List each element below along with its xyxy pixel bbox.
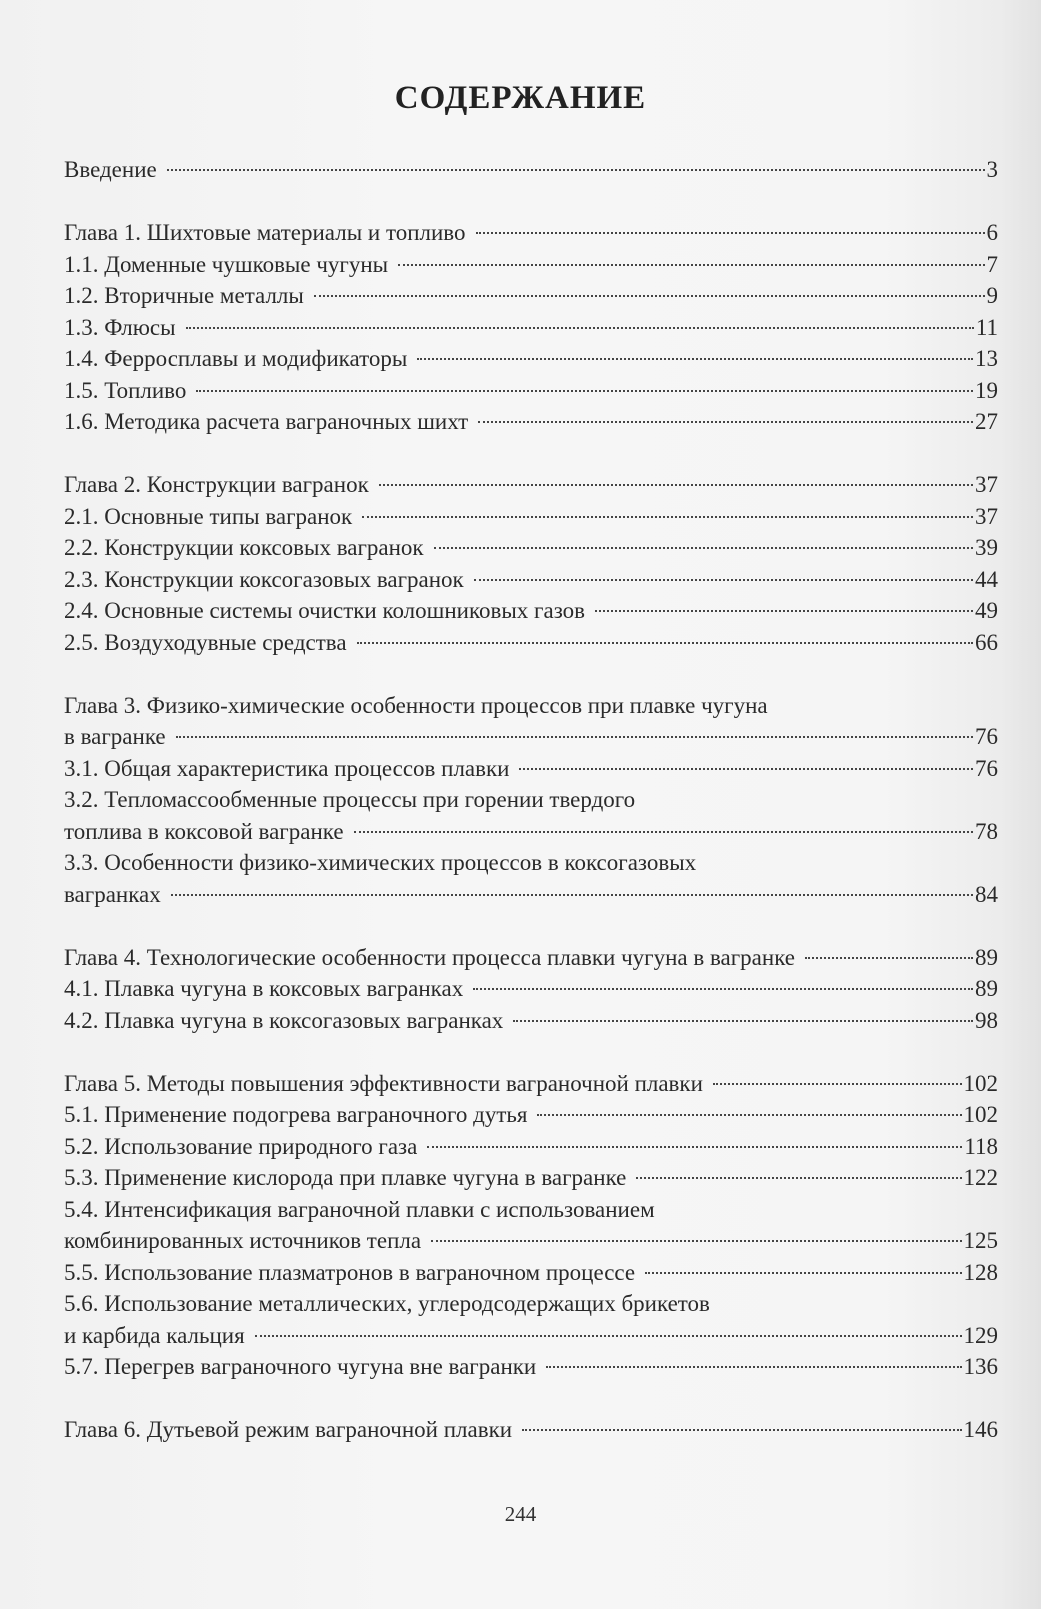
section-gap [64, 1383, 998, 1415]
toc-entry-page: 44 [975, 566, 998, 592]
toc-entry-page: 146 [963, 1417, 998, 1442]
toc-entry [64, 973, 998, 1005]
toc-entry-title: 1.2. Вторичные металлы [64, 283, 304, 308]
toc-entry [64, 532, 998, 564]
toc-entry-page: 49 [975, 598, 998, 623]
toc-entry-page: 7 [986, 251, 998, 277]
section-gap [64, 910, 998, 942]
toc-entry-page: 76 [975, 724, 998, 749]
toc-entry [64, 375, 998, 407]
dot-leader [474, 578, 973, 581]
table-of-contents [64, 154, 998, 1446]
toc-entry-title: 5.3. Применение кислорода при плавке чугуна в вагранке [64, 1165, 627, 1190]
dot-leader [519, 767, 973, 770]
toc-entry [64, 721, 998, 753]
toc-entry-page: 84 [975, 881, 998, 907]
toc-entry [64, 627, 998, 659]
dot-leader [167, 168, 985, 171]
toc-entry [64, 879, 998, 911]
toc-entry-page: 98 [975, 1007, 998, 1033]
toc-entry [64, 1257, 998, 1289]
dot-leader [537, 1113, 961, 1116]
toc-entry-page: 76 [975, 755, 998, 781]
page-title: СОДЕРЖАНИЕ [394, 80, 647, 116]
toc-entry-page: 129 [963, 1322, 998, 1348]
toc-entry [64, 847, 998, 879]
toc-entry-title: в вагранке [64, 724, 166, 749]
dot-leader [314, 294, 985, 297]
toc-entry-title: 2.1. Основные типы вагранок [64, 503, 353, 529]
toc-entry-title: Глава 5. Методы повышения эффективности ваграночной плавки [64, 1070, 703, 1096]
toc-entry-title: Глава 2. Конструкции вагранок [64, 472, 369, 497]
toc-entry [64, 1005, 998, 1037]
toc-entry [64, 1194, 998, 1226]
dot-leader [171, 893, 973, 896]
toc-entry-title: и карбида кальция [64, 1322, 245, 1348]
toc-entry-page: 89 [975, 944, 998, 970]
toc-entry [64, 312, 998, 344]
dot-leader [522, 1428, 961, 1431]
toc-entry-title: топлива в коксовой вагранке [64, 818, 344, 844]
toc-entry-page: 128 [963, 1259, 998, 1285]
toc-entry-page: 13 [975, 346, 998, 371]
section-gap [64, 438, 998, 470]
dot-leader [595, 609, 973, 612]
toc-entry-title: 2.4. Основные системы очистки колошниковых газов [64, 598, 586, 623]
dot-leader [417, 357, 973, 360]
dot-leader [713, 1082, 962, 1085]
toc-entry-page: 118 [964, 1133, 998, 1159]
dot-leader [176, 735, 973, 738]
toc-entry [64, 942, 998, 974]
toc-entry-page: 37 [975, 503, 998, 529]
toc-entry-title: 2.5. Воздуходувные средства [64, 629, 347, 655]
toc-entry-title: 5.5. Использование плазматронов в ваграночном процессе [64, 1259, 636, 1285]
toc-entry [64, 1320, 998, 1352]
toc-entry [64, 753, 998, 785]
dot-leader [431, 1239, 961, 1242]
toc-entry [64, 1131, 998, 1163]
toc-entry-page: 122 [963, 1165, 998, 1190]
toc-entry-page: 66 [975, 629, 998, 655]
toc-entry-page: 9 [986, 283, 998, 308]
dot-leader [357, 641, 973, 644]
toc-entry-page: 78 [975, 818, 998, 844]
toc-entry [64, 249, 998, 281]
dot-leader [513, 1019, 973, 1022]
toc-entry [64, 501, 998, 533]
toc-entry [64, 595, 998, 627]
toc-entry-title: 5.2. Использование природного газа [64, 1133, 418, 1159]
dot-leader [186, 326, 974, 329]
toc-entry [64, 1068, 998, 1100]
dot-leader [362, 515, 973, 518]
dot-leader [476, 231, 985, 234]
dot-leader [354, 830, 973, 833]
toc-entry-title: 5.1. Применение подогрева ваграночного дутья [64, 1102, 528, 1127]
toc-entry-page: 136 [963, 1354, 998, 1379]
toc-entry-title: 3.1. Общая характеристика процессов плавки [64, 755, 510, 781]
dot-leader [546, 1365, 961, 1368]
toc-entry-title: 3.3. Особенности физико-химических процессов в коксогазовых [64, 850, 697, 875]
toc-entry-title: Глава 3. Физико-химические особенности процессов при плавке чугуна [64, 692, 768, 718]
toc-entry-page: 27 [975, 409, 998, 434]
toc-entry-title: вагранках [64, 881, 161, 907]
toc-entry-title: Введение [64, 157, 157, 182]
toc-entry [64, 154, 998, 186]
toc-entry-title: 1.1. Доменные чушковые чугуны [64, 251, 389, 277]
toc-entry-page: 125 [963, 1228, 998, 1253]
toc-entry-page: 102 [963, 1070, 998, 1096]
dot-leader [196, 389, 973, 392]
toc-entry-title: 1.3. Флюсы [64, 314, 176, 340]
toc-entry [64, 1225, 998, 1257]
section-gap [64, 1036, 998, 1068]
dot-leader [379, 483, 973, 486]
toc-entry-title: Глава 1. Шихтовые материалы и топливо [64, 220, 466, 245]
toc-entry-title: 1.6. Методика расчета ваграночных шихт [64, 409, 469, 434]
toc-entry-title: 2.2. Конструкции коксовых вагранок [64, 535, 424, 560]
toc-entry-title: Глава 6. Дутьевой режим ваграночной плавки [64, 1417, 513, 1442]
toc-entry-page: 11 [975, 314, 998, 340]
toc-entry-title: 4.2. Плавка чугуна в коксогазовых вагранках [64, 1007, 504, 1033]
toc-entry-title: 5.7. Перегрев ваграночного чугуна вне вагранки [64, 1354, 537, 1379]
toc-entry-title: 5.6. Использование металлических, углеродсодержащих брикетов [64, 1291, 710, 1316]
toc-entry-title: 2.3. Конструкции коксогазовых вагранок [64, 566, 464, 592]
toc-entry-title: 4.1. Плавка чугуна в коксовых вагранках [64, 976, 464, 1001]
dot-leader [636, 1176, 961, 1179]
dot-leader [473, 987, 973, 990]
toc-entry [64, 564, 998, 596]
section-gap [64, 186, 998, 218]
page-number: 244 [504, 1502, 537, 1526]
dot-leader [478, 420, 973, 423]
toc-entry [64, 1099, 998, 1131]
toc-entry-page: 3 [986, 157, 998, 182]
toc-entry-page: 37 [975, 472, 998, 497]
dot-leader [398, 263, 984, 266]
toc-entry-page: 6 [986, 220, 998, 245]
toc-entry [64, 690, 998, 722]
toc-entry [64, 1288, 998, 1320]
toc-entry [64, 406, 998, 438]
toc-entry [64, 217, 998, 249]
toc-entry [64, 1162, 998, 1194]
dot-leader [255, 1334, 962, 1337]
dot-leader [434, 546, 973, 549]
section-gap [64, 658, 998, 690]
toc-entry-title: 1.4. Ферросплавы и модификаторы [64, 346, 408, 371]
dot-leader [645, 1271, 961, 1274]
toc-entry-page: 89 [975, 976, 998, 1001]
toc-entry [64, 1414, 998, 1446]
toc-entry [64, 784, 998, 816]
toc-entry-page: 102 [963, 1102, 998, 1127]
toc-entry [64, 343, 998, 375]
toc-entry-title: 1.5. Топливо [64, 377, 187, 403]
toc-entry [64, 1351, 998, 1383]
toc-entry-title: 5.4. Интенсификация ваграночной плавки с использованием [64, 1196, 655, 1222]
toc-entry-title: Глава 4. Технологические особенности процесса плавки чугуна в вагранке [64, 944, 796, 970]
toc-entry-title: 3.2. Тепломассообменные процессы при горении твердого [64, 787, 636, 812]
toc-entry-title: комбинированных источников тепла [64, 1228, 422, 1253]
toc-entry-page: 19 [975, 377, 998, 403]
toc-entry [64, 469, 998, 501]
toc-entry [64, 280, 998, 312]
dot-leader [805, 956, 973, 959]
dot-leader [427, 1145, 962, 1148]
toc-entry-page: 39 [975, 535, 998, 560]
toc-entry [64, 816, 998, 848]
